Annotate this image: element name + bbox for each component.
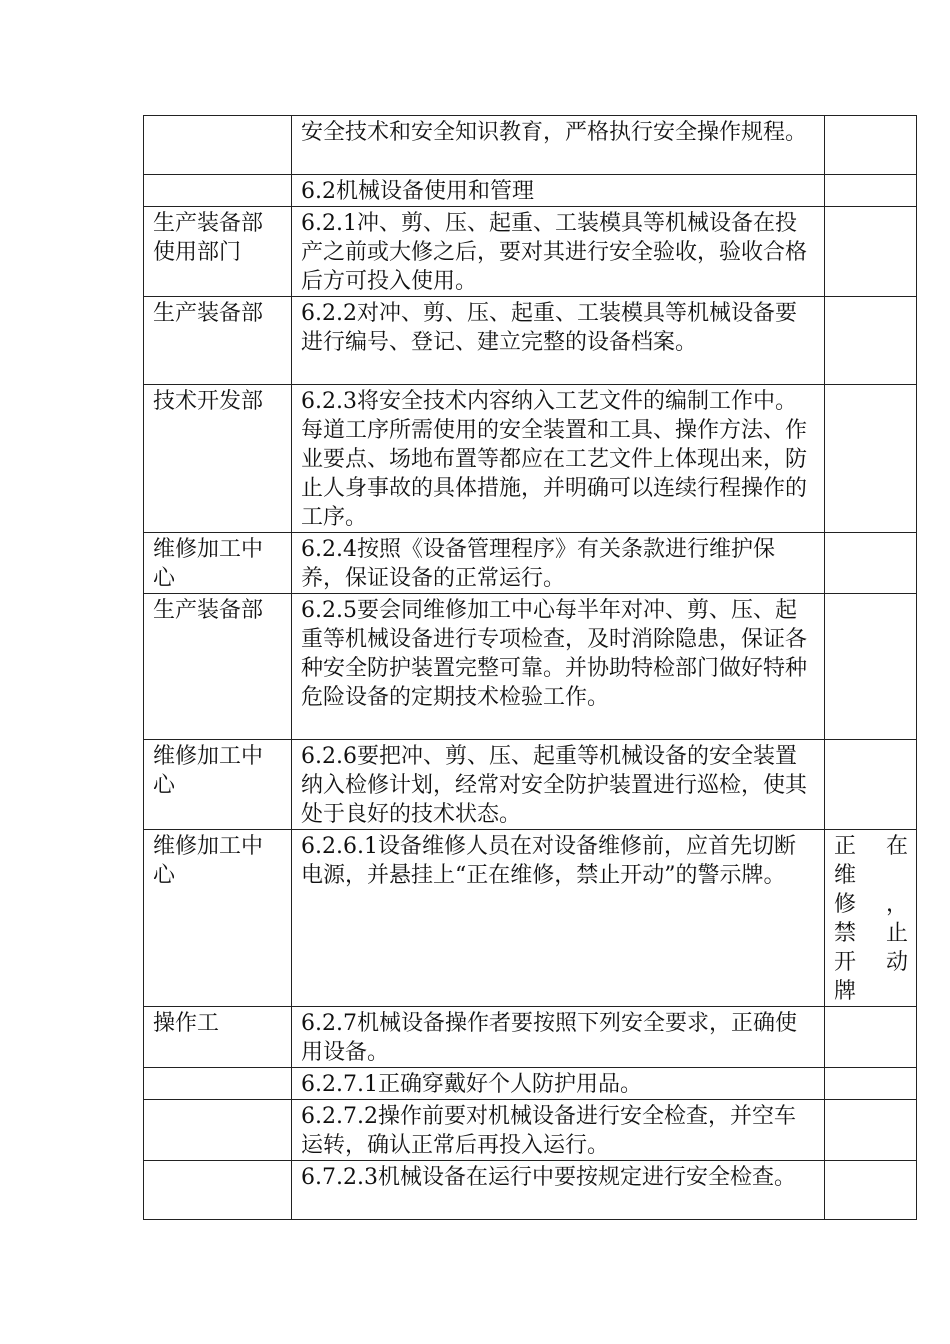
note-char (874, 977, 908, 1006)
content-cell: 6.2.7.1正确穿戴好个人防护用品。 (292, 1068, 825, 1100)
note-char: 动 (885, 950, 908, 975)
note-cell (825, 116, 917, 175)
content-cell: 安全技术和安全知识教育，严格执行安全操作规程。 (292, 116, 825, 175)
content-cell: 6.2.7.2操作前要对机械设备进行安全检查，并空车运转，确认正常后再投入运行。 (292, 1100, 825, 1161)
note-char: 维 (834, 863, 857, 888)
table-row (144, 116, 917, 175)
warning-sign-note (834, 832, 908, 1006)
department-cell (144, 116, 292, 175)
content-cell: 6.2.1冲、剪、压、起重、工装模具等机械设备在投产之前或大修之后，要对其进行安全验收，验收合格后方可投入使用。 (292, 207, 825, 297)
department-cell: 维修加工中心 (144, 740, 292, 830)
note-cell (825, 207, 917, 297)
department-cell: 生产装备部 (144, 297, 292, 385)
note-cell (825, 1007, 917, 1068)
department-cell (144, 1161, 292, 1220)
department-cell: 维修加工中心 (144, 830, 292, 1007)
note-char: 止 (885, 921, 908, 946)
content-cell: 6.2.4按照《设备管理程序》有关条款进行维护保养，保证设备的正常运行。 (292, 533, 825, 594)
note-cell (825, 1068, 917, 1100)
department-cell (144, 1068, 292, 1100)
note-cell (825, 594, 917, 740)
content-cell: 6.2.6.1设备维修人员在对设备维修前，应首先切断电源，并悬挂上“正在维修，禁止开动”的警示牌。 (292, 830, 825, 1007)
note-cell (825, 385, 917, 533)
table-row (144, 830, 917, 1007)
note-cell (825, 533, 917, 594)
note-cell (825, 175, 917, 207)
content-cell: 6.7.2.3机械设备在运行中要按规定进行安全检查。 (292, 1161, 825, 1220)
note-char: 正 (834, 834, 857, 859)
department-cell: 生产装备部使用部门 (144, 207, 292, 297)
section-heading: 6.2机械设备使用和管理 (292, 175, 825, 207)
table-row (144, 175, 917, 207)
content-cell: 6.2.5要会同维修加工中心每半年对冲、剪、压、起重等机械设备进行专项检查，及时消除隐患，保证各种安全防护装置完整可靠。并协助特检部门做好特种危险设备的定期技术检验工作。 (292, 594, 825, 740)
table-row (144, 297, 917, 385)
table-row (144, 1068, 917, 1100)
note-char: ， (885, 892, 908, 917)
note-char: 在 (885, 834, 908, 859)
note-char: 禁 (834, 921, 857, 946)
responsibility-table (143, 115, 917, 1220)
note-char: 修 (834, 892, 857, 917)
table-row (144, 385, 917, 533)
table-row (144, 1100, 917, 1161)
note-char: 牌 (834, 979, 857, 1004)
note-char (874, 861, 908, 890)
table-row (144, 740, 917, 830)
note-cell (825, 830, 917, 1007)
department-cell: 操作工 (144, 1007, 292, 1068)
content-cell: 6.2.6要把冲、剪、压、起重等机械设备的安全装置纳入检修计划，经常对安全防护装置进行巡检，使其处于良好的技术状态。 (292, 740, 825, 830)
department-cell (144, 175, 292, 207)
table-row (144, 207, 917, 297)
content-cell: 6.2.3将安全技术内容纳入工艺文件的编制工作中。每道工序所需使用的安全装置和工具、操作方法、作业要点、场地布置等都应在工艺文件上体现出来，防止人身事故的具体措施，并明确可以连续行程操作的工序。 (292, 385, 825, 533)
department-cell: 技术开发部 (144, 385, 292, 533)
note-cell (825, 740, 917, 830)
content-cell: 6.2.7机械设备操作者要按照下列安全要求，正确使用设备。 (292, 1007, 825, 1068)
table-row (144, 594, 917, 740)
content-cell: 6.2.2对冲、剪、压、起重、工装模具等机械设备要进行编号、登记、建立完整的设备档案。 (292, 297, 825, 385)
note-cell (825, 1100, 917, 1161)
table-row (144, 533, 917, 594)
table-row (144, 1161, 917, 1220)
table-row (144, 1007, 917, 1068)
note-cell (825, 297, 917, 385)
department-cell: 生产装备部 (144, 594, 292, 740)
note-char: 开 (834, 950, 857, 975)
department-cell: 维修加工中心 (144, 533, 292, 594)
department-cell (144, 1100, 292, 1161)
note-cell (825, 1161, 917, 1220)
